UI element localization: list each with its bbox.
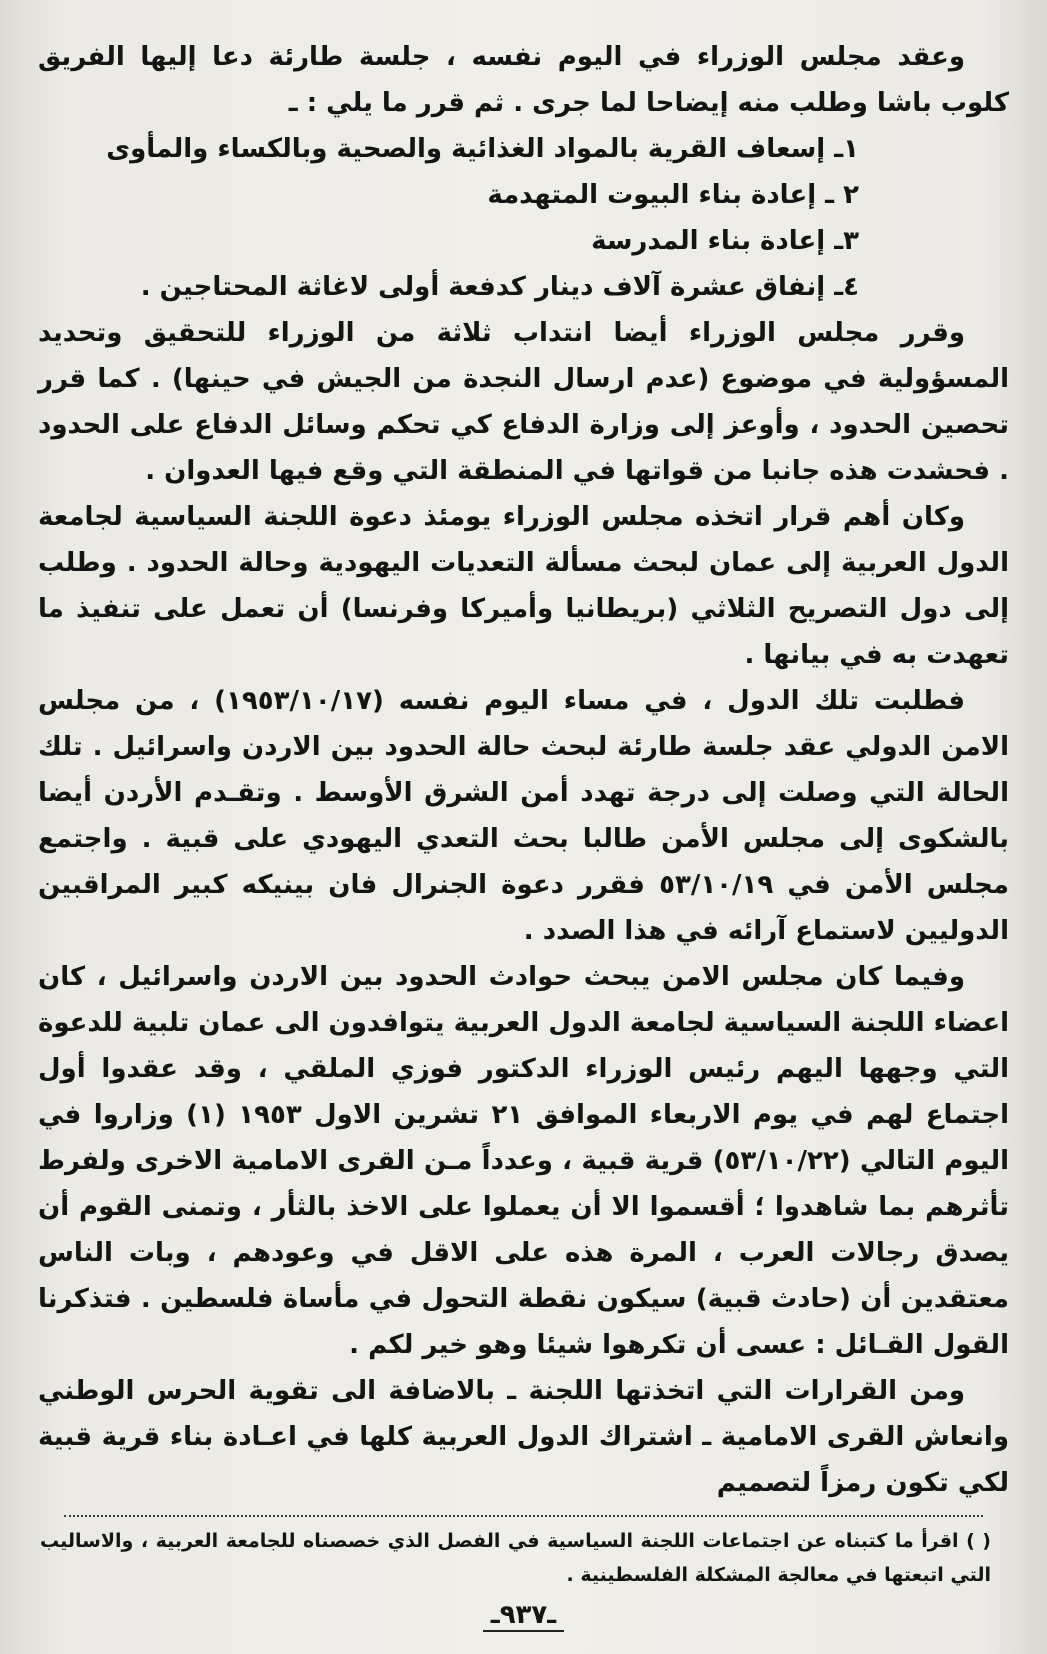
list-item: ١ـ إسعاف القرية بالمواد الغذائية والصحية وبالكساء والمأوى xyxy=(106,134,859,164)
list-item: ٢ ـ إعادة بناء البيوت المتهدمة xyxy=(487,180,859,210)
list-item: ٤ـ إنفاق عشرة آلاف دينار كدفعة أولى لاغاثة المحتاجين . xyxy=(140,272,859,302)
paragraph: ومن القرارات التي اتخذتها اللجنة ـ بالاضافة الى تقوية الحرس الوطني وانعاش القرى الامامية ـ اشتراك الدول العربية كلها في اعـادة بناء قرية قبية لكي تكون رمزاً لتصميم xyxy=(38,1376,1009,1498)
page-number-container xyxy=(0,1600,1047,1632)
paragraph: وكان أهم قرار اتخذه مجلس الوزراء يومئذ دعوة اللجنة السياسية لجامعة الدول العربية إلى عمان لبحث مسألة التعديات اليهودية وحالة الحدود . وطلب إلى دول التصريح الثلاثي (بريطانيا وأميركا وفرنسا) أن تعمل على تنفيذ ما تعهدت به في بيانها . xyxy=(38,502,1009,670)
page-number: ـ٩٣٧ـ xyxy=(483,1600,564,1632)
paragraph: وفيما كان مجلس الامن يبحث حوادث الحدود بين الاردن واسرائيل ، كان اعضاء اللجنة السياسية لجامعة الدول العربية يتوافدون الى عمان تلبية للدعوة التي وجهها اليهم رئيس الوزراء الدكتور فوزي الملقي ، وقد عقدوا أول اجتماع لهم في يوم الاربعاء الموافق ٢١ تشرين الاول ١٩٥٣ (١) وزاروا في اليوم التالي (٥٣/١٠/٢٢) قرية قبية ، وعدداً مـن القرى الامامية الاخرى ولفرط تأثرهم بما شاهدوا ؛ أقسموا الا أن يعملوا على الاخذ بالثأر ، وتمنى القوم أن يصدق رجالات العرب ، المرة هذه على الاقل في وعودهم ، وبات الناس معتقدين أن (حادث قبية) سيكون نقطة التحول في مأساة فلسطين . فتذكرنا القول القـائل : عسى أن تكرهوا شيئا وهو خير لكم . xyxy=(38,962,1010,1360)
footnote-divider xyxy=(64,1515,983,1517)
list-item: ٣ـ إعادة بناء المدرسة xyxy=(591,226,859,256)
paragraph: وقرر مجلس الوزراء أيضا انتداب ثلاثة من الوزراء للتحقيق وتحديد المسؤولية في موضوع (عدم ارسال النجدة من الجيش في حينها) . كما قرر تحصين الحدود ، وأوعز إلى وزارة الدفاع كي تحكم وسائل الدفاع على الحدود . فحشدت هذه جانبا من قواتها في المنطقة التي وقع فيها العدوان . xyxy=(38,318,1009,486)
footnote: ( ) اقرأ ما كتبناه عن اجتماعات اللجنة السياسية في الفصل الذي خصصناه للجامعة العربية ، والاساليب التي اتبعتها في معالجة المشكلة الفلسطينية . xyxy=(40,1530,991,1586)
main-text xyxy=(38,34,1009,1506)
paragraph: وعقد مجلس الوزراء في اليوم نفسه ، جلسة طارئة دعا إليها الفريق كلوب باشا وطلب منه إيضاحا لما جرى . ثم قرر ما يلي : ـ xyxy=(38,42,1009,118)
paragraph: فطلبت تلك الدول ، في مساء اليوم نفسه (١٩٥٣/١٠/١٧) ، من مجلس الامن الدولي عقد جلسة طارئة لبحث حالة الحدود بين الاردن واسرائيل . تلك الحالة التي وصلت إلى درجة تهدد أمن الشرق الأوسط . وتقـدم الأردن أيضا بالشكوى إلى مجلس الأمن طالبا بحث التعدي اليهودي على قبية . واجتمع مجلس الأمن في ٥٣/١٠/١٩ فقرر دعوة الجنرال فان بينيكه كبير المراقبين الدوليين لاستماع آرائه في هذا الصدد . xyxy=(38,686,1009,946)
